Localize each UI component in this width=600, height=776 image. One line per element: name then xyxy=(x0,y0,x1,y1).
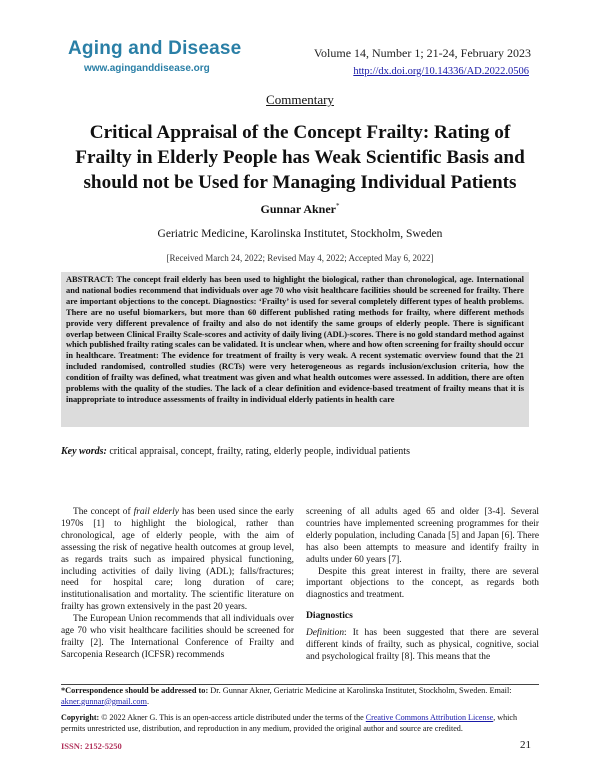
paper-title: Critical Appraisal of the Concept Frailty: Rating of Frailty in Elderly People has Weak Scientific Basis and should not be Used for Managing Individual Patients xyxy=(75,122,525,193)
journal-name: Aging and Disease xyxy=(68,38,242,59)
copyright-text: , which permits unrestricted use, distribution, and reproduction in any medium, provided the original author and source are credited. xyxy=(61,713,518,733)
paragraph: screening of all adults aged 65 and older [3-4]. Several countries have implemented screening programmes for their elderly population, including Canada [5] and Japan [6]. There has also been attempts to measure and identify frailty in adults under 60 years [7]. xyxy=(306,507,539,565)
paragraph: The European Union recommends that all individuals over age 70 who visit healthcare facilities should be screened for frailty [2]. The International Conference of Frailty and Sarcopenia Research (ICFSR) recommends xyxy=(61,614,294,660)
footnote-text: Dr. Gunnar Akner, Geriatric Medicine at Karolinska Institutet, Stockholm, Sweden. Email: xyxy=(208,686,512,695)
author-mark: * xyxy=(335,202,340,210)
author-name: Gunnar Akner xyxy=(260,202,336,216)
paragraph xyxy=(61,507,294,614)
page-number: 21 xyxy=(520,739,531,751)
copyright-notice xyxy=(61,713,539,734)
license-link[interactable]: Creative Commons Attribution License xyxy=(365,713,494,722)
journal-url[interactable]: www.aginganddisease.org xyxy=(84,63,210,74)
text-run-italic: frail elderly xyxy=(133,507,179,517)
affiliation: Geriatric Medicine, Karolinska Institutet, Stockholm, Sweden xyxy=(157,228,443,240)
issn-value: 2152-5250 xyxy=(82,741,122,751)
email-link[interactable]: akner.gunnar@gmail.com xyxy=(61,696,147,706)
keywords xyxy=(61,446,410,457)
footnote-end: . xyxy=(146,696,150,706)
text-run: : It has been suggested that there are several different kinds of frailty, such as physical, cognitive, social and psychological frailty [8]. This means that the xyxy=(306,628,539,662)
section-heading: Diagnostics xyxy=(306,610,353,622)
correspondence-footnote xyxy=(61,686,539,707)
footnote-label: *Correspondence should be addressed to: xyxy=(61,686,209,695)
abstract-label: ABSTRACT: xyxy=(66,275,114,284)
copyright-label: Copyright: xyxy=(61,713,100,722)
copyright-text: © 2022 Akner G. This is an open-access article distributed under the terms of the xyxy=(99,713,366,722)
paragraph xyxy=(306,628,539,664)
text-run: has been used since the early 1970s [1] to highlight the biological, rather than chronological, age of elderly people, with the aim of assessing the risk of negative health outcomes at group level, as regards traits such as impaired physical functioning, including activities of daily living (ADL); falls/fractures; need for hospital care; long duration of care; institutionalisation and mortality. The scientific literature on frailty has grown extensively in the past 20 years. xyxy=(61,507,294,613)
abstract-box xyxy=(61,272,529,427)
body-column-right xyxy=(306,507,539,664)
issn xyxy=(61,741,122,751)
abstract-text: The concept frail elderly has been used to highlight the biological, rather than chronological, age. International and national bodies recommend that individuals over age 70 who visit healthcare facilities should be screened for frailty. There are important objections to the concept. Diagnostics: ‘Frailty’ is used for several completely different types of health problems. There are no useful biomarkers, but more than 60 different published rating methods for frailty, where different methods provide very different prevalence of frailty and also do not identify the same groups of elderly people. There is significant overlap between Clinical Frailty Scale-scores and activity of daily living (ADL)-scores. There is no gold standard method against which published frailty rating scales can be validated. It is unclear when, where and how often screening for frailty should occur in healthcare. Treatment: The evidence for treatment of frailty is very weak. A recent systematic overview found that the 21 included randomised, controlled studies (RCTs) were very heterogeneous as regards inclusion/exclusion criteria, how the condition of frailty was defined, what treatment was given and what health outcomes were assessed. In addition, there are often problems with the quality of the studies. The lack of a clear definition and evidence-based treatment of frailty means that it is inappropriate to introduce assessments of frailty in individual elderly patients in health care xyxy=(66,275,524,404)
received-dates: [Received March 24, 2022; Revised May 4, 2022; Accepted May 6, 2022] xyxy=(166,253,434,263)
volume-info: Volume 14, Number 1; 21-24, February 2023 xyxy=(313,46,531,60)
keywords-label: Key words: xyxy=(61,446,107,457)
doi-link[interactable]: http://dx.doi.org/10.14336/AD.2022.0506 xyxy=(353,66,529,77)
text-run: The concept of xyxy=(73,507,134,517)
keywords-text: critical appraisal, concept, frailty, rating, elderly people, individual patients xyxy=(109,446,410,457)
section-label: Commentary xyxy=(266,92,334,107)
text-run-italic: Definition xyxy=(306,628,345,639)
author xyxy=(0,202,600,217)
body-column-left xyxy=(61,507,294,662)
footer-divider xyxy=(61,684,539,685)
issn-label: ISSN: xyxy=(61,741,83,751)
paragraph: Despite this great interest in frailty, there are several important objections to the concept, as regards both diagnostics and treatment. xyxy=(306,566,539,601)
